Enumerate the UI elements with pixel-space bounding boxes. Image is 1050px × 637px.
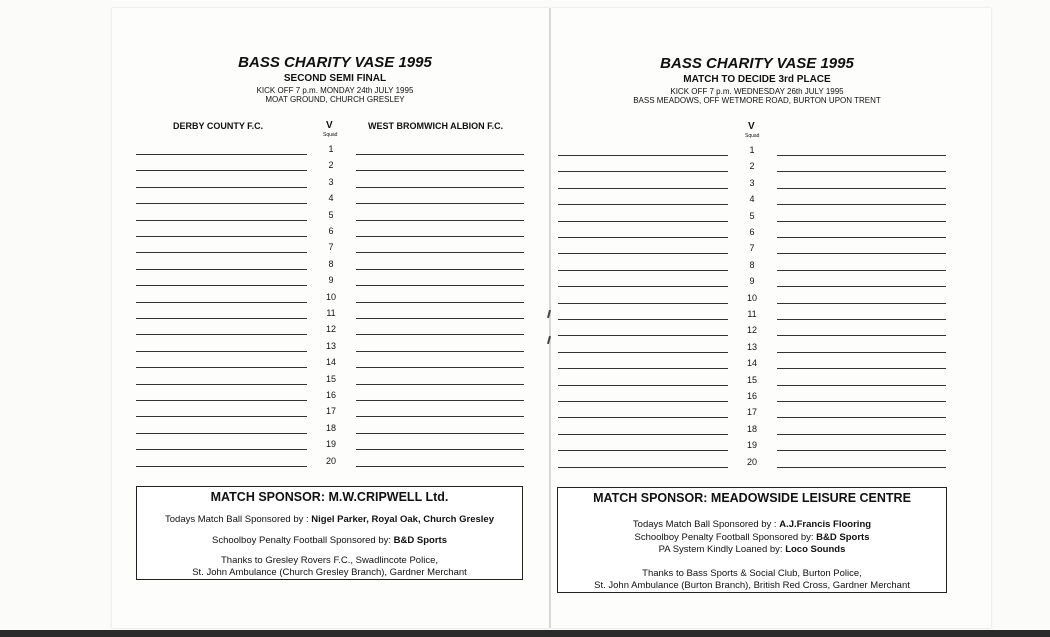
right-vs: V [748, 121, 755, 132]
home-player-line [136, 203, 307, 204]
squad-row [558, 357, 946, 373]
squad-row [558, 242, 946, 258]
left-sponsor-box [136, 486, 523, 580]
home-player-line [558, 467, 728, 468]
home-player-line [558, 253, 728, 254]
left-venue: MOAT GROUND, CHURCH GRESLEY [265, 95, 405, 104]
squad-row [558, 193, 946, 209]
squad-number: 8 [328, 258, 334, 269]
home-player-line [136, 252, 307, 253]
away-player-line [777, 171, 946, 172]
away-player-line [777, 401, 946, 402]
squad-number: 10 [746, 292, 757, 303]
home-player-line [136, 334, 307, 335]
squad-row [136, 225, 526, 241]
left-thanks-2: St. John Ambulance (Church Gresley Branch), Gardner Merchant [192, 567, 467, 578]
squad-number: 20 [746, 456, 757, 467]
squad-row [136, 143, 526, 159]
squad-row [136, 192, 526, 208]
left-subtitle: SECOND SEMI FINAL [283, 73, 387, 84]
squad-number: 20 [325, 455, 336, 466]
away-player-line [777, 335, 946, 336]
home-player-line [136, 351, 307, 352]
right-ball-sponsor [558, 519, 946, 530]
squad-row [558, 324, 946, 340]
home-player-line [136, 187, 307, 188]
squad-number: 17 [746, 407, 757, 418]
squad-number: 3 [749, 177, 755, 188]
squad-row [136, 159, 526, 175]
away-player-line [356, 466, 524, 467]
away-player-line [777, 221, 946, 222]
home-player-line [136, 416, 307, 417]
squad-number: 4 [749, 194, 755, 205]
left-ball-label: Todays Match Ball Sponsored by : [165, 514, 309, 525]
squad-row [136, 389, 526, 405]
home-player-line [136, 449, 307, 450]
right-pa-sponsor [558, 544, 946, 555]
right-ball-value: A.J.Francis Flooring [779, 519, 872, 530]
squad-number: 12 [746, 325, 757, 336]
squad-row [558, 160, 946, 176]
squad-number: 8 [749, 259, 755, 270]
right-title: BASS CHARITY VASE 1995 [660, 55, 854, 72]
home-player-line [558, 385, 728, 386]
away-player-line [356, 416, 524, 417]
away-player-line [356, 449, 524, 450]
left-team-home: DERBY COUNTY F.C. [173, 121, 264, 131]
left-sponsor-header: MATCH SPONSOR: M.W.CRIPWELL Ltd. [210, 490, 449, 504]
right-sponsor-header: MATCH SPONSOR: MEADOWSIDE LEISURE CENTRE [593, 491, 911, 505]
left-penalty-sponsor [137, 535, 522, 546]
home-player-line [558, 450, 728, 451]
away-player-line [356, 269, 524, 270]
home-player-line [558, 368, 728, 369]
squad-number: 17 [325, 406, 336, 417]
squad-row [136, 241, 526, 257]
squad-number: 9 [328, 275, 334, 286]
home-player-line [558, 335, 728, 336]
away-player-line [777, 352, 946, 353]
home-player-line [136, 400, 307, 401]
away-player-line [777, 385, 946, 386]
squad-number: 11 [747, 309, 757, 319]
left-penalty-label: Schoolboy Penalty Football Sponsored by: [212, 535, 392, 546]
home-player-line [558, 221, 728, 222]
squad-number: 1 [328, 144, 334, 154]
squad-row [558, 144, 946, 160]
squad-row [136, 209, 526, 225]
squad-number: 10 [325, 291, 336, 302]
squad-row [136, 356, 526, 372]
away-player-line [777, 237, 946, 238]
squad-number: 2 [328, 160, 334, 171]
away-player-line [356, 252, 524, 253]
squad-number: 4 [328, 193, 334, 204]
home-player-line [558, 270, 728, 271]
right-penalty-sponsor [558, 532, 946, 543]
home-player-line [558, 204, 728, 205]
squad-row [136, 176, 526, 192]
left-thanks-1: Thanks to Gresley Rovers F.C., Swadlincote Police, [220, 555, 438, 566]
squad-number: 14 [746, 358, 757, 369]
left-team-away: WEST BROMWICH ALBION F.C. [368, 121, 504, 131]
away-player-line [356, 351, 524, 352]
squad-number: 12 [325, 324, 336, 335]
right-squad-label: Squad [745, 133, 760, 139]
squad-number: 9 [749, 276, 755, 287]
squad-row [558, 390, 946, 406]
away-player-line [356, 302, 524, 303]
home-player-line [558, 319, 728, 320]
away-player-line [777, 188, 946, 189]
left-title: BASS CHARITY VASE 1995 [238, 54, 432, 71]
squad-number: 15 [746, 374, 757, 385]
right-squad-list [558, 144, 946, 474]
squad-number: 18 [325, 422, 336, 433]
scan-bottom-edge [0, 630, 1050, 637]
squad-number: 11 [326, 308, 336, 318]
squad-row [136, 373, 526, 389]
right-venue: BASS MEADOWS, OFF WETMORE ROAD, BURTON UPON TRENT [633, 96, 881, 105]
squad-row [558, 210, 946, 226]
away-player-line [356, 367, 524, 368]
squad-number: 6 [749, 227, 755, 237]
squad-row [558, 374, 946, 390]
away-player-line [356, 154, 524, 155]
away-player-line [356, 433, 524, 434]
home-player-line [558, 434, 728, 435]
left-kickoff: KICK OFF 7 p.m. MONDAY 24th JULY 1995 [256, 86, 414, 95]
home-player-line [136, 302, 307, 303]
home-player-line [136, 236, 307, 237]
home-player-line [558, 352, 728, 353]
away-player-line [356, 220, 524, 221]
home-player-line [136, 154, 307, 155]
squad-row [558, 275, 946, 291]
home-player-line [558, 155, 728, 156]
home-player-line [558, 286, 728, 287]
home-player-line [136, 384, 307, 385]
right-kickoff: KICK OFF 7 p.m. WEDNESDAY 26th JULY 1995 [670, 87, 844, 96]
squad-row [558, 259, 946, 275]
squad-row [558, 341, 946, 357]
squad-number: 1 [749, 145, 755, 155]
squad-row [558, 406, 946, 422]
home-player-line [136, 285, 307, 286]
left-squad-label: Squad [323, 132, 338, 138]
home-player-line [136, 433, 307, 434]
home-player-line [558, 401, 728, 402]
away-player-line [777, 303, 946, 304]
squad-row [136, 455, 526, 471]
away-player-line [777, 417, 946, 418]
away-player-line [356, 170, 524, 171]
squad-row [136, 422, 526, 438]
squad-number: 16 [325, 390, 336, 400]
away-player-line [777, 204, 946, 205]
away-player-line [356, 318, 524, 319]
away-player-line [356, 400, 524, 401]
right-penalty-label: Schoolboy Penalty Football Sponsored by: [634, 532, 814, 543]
away-player-line [356, 236, 524, 237]
squad-number: 5 [749, 210, 755, 221]
squad-number: 13 [746, 341, 757, 352]
left-squad-list [136, 143, 526, 473]
squad-row [136, 274, 526, 290]
home-player-line [136, 466, 307, 467]
away-player-line [777, 286, 946, 287]
squad-number: 3 [328, 176, 334, 187]
squad-row [558, 456, 946, 472]
squad-row [136, 405, 526, 421]
squad-number: 16 [746, 391, 757, 401]
squad-number: 7 [328, 242, 334, 253]
squad-row [136, 438, 526, 454]
right-penalty-value: B&D Sports [816, 532, 870, 543]
away-player-line [777, 450, 946, 451]
home-player-line [558, 188, 728, 189]
right-ball-label: Todays Match Ball Sponsored by : [632, 519, 777, 530]
away-player-line [356, 203, 524, 204]
away-player-line [777, 434, 946, 435]
booklet-spine [549, 8, 551, 628]
squad-number: 14 [325, 357, 336, 368]
squad-number: 18 [746, 423, 757, 434]
squad-row [136, 258, 526, 274]
away-player-line [356, 285, 524, 286]
squad-number: 19 [746, 440, 757, 451]
left-ball-value: Nigel Parker, Royal Oak, Church Gresley [311, 514, 494, 525]
right-subtitle: MATCH TO DECIDE 3rd PLACE [683, 74, 831, 85]
left-vs: V [326, 120, 333, 131]
left-ball-sponsor [137, 514, 522, 525]
home-player-line [136, 367, 307, 368]
right-thanks-2: St. John Ambulance (Burton Branch), British Red Cross, Gardner Merchant [594, 580, 910, 591]
home-player-line [558, 303, 728, 304]
away-player-line [777, 368, 946, 369]
squad-row [136, 323, 526, 339]
squad-row [136, 307, 526, 323]
right-sponsor-box [557, 487, 947, 593]
away-player-line [356, 187, 524, 188]
squad-number: 15 [325, 373, 336, 384]
away-player-line [777, 319, 946, 320]
squad-row [558, 439, 946, 455]
right-thanks-1: Thanks to Bass Sports & Social Club, Burton Police, [642, 568, 862, 579]
home-player-line [558, 171, 728, 172]
squad-row [558, 177, 946, 193]
home-player-line [136, 318, 307, 319]
home-player-line [136, 269, 307, 270]
away-player-line [777, 253, 946, 254]
away-player-line [777, 467, 946, 468]
away-player-line [777, 155, 946, 156]
left-penalty-value: B&D Sports [393, 535, 447, 546]
squad-row [136, 340, 526, 356]
away-player-line [777, 270, 946, 271]
home-player-line [558, 237, 728, 238]
squad-row [136, 291, 526, 307]
squad-row [558, 423, 946, 439]
squad-number: 7 [749, 243, 755, 254]
squad-number: 2 [749, 161, 755, 172]
squad-number: 5 [328, 209, 334, 220]
squad-row [558, 292, 946, 308]
away-player-line [356, 384, 524, 385]
home-player-line [136, 220, 307, 221]
squad-number: 19 [325, 439, 336, 450]
away-player-line [356, 334, 524, 335]
right-pa-value: Loco Sounds [785, 544, 846, 555]
squad-number: 6 [328, 226, 334, 236]
right-pa-label: PA System Kindly Loaned by: [658, 544, 783, 555]
squad-row [558, 308, 946, 324]
home-player-line [136, 170, 307, 171]
squad-number: 13 [325, 340, 336, 351]
home-player-line [558, 417, 728, 418]
squad-row [558, 226, 946, 242]
